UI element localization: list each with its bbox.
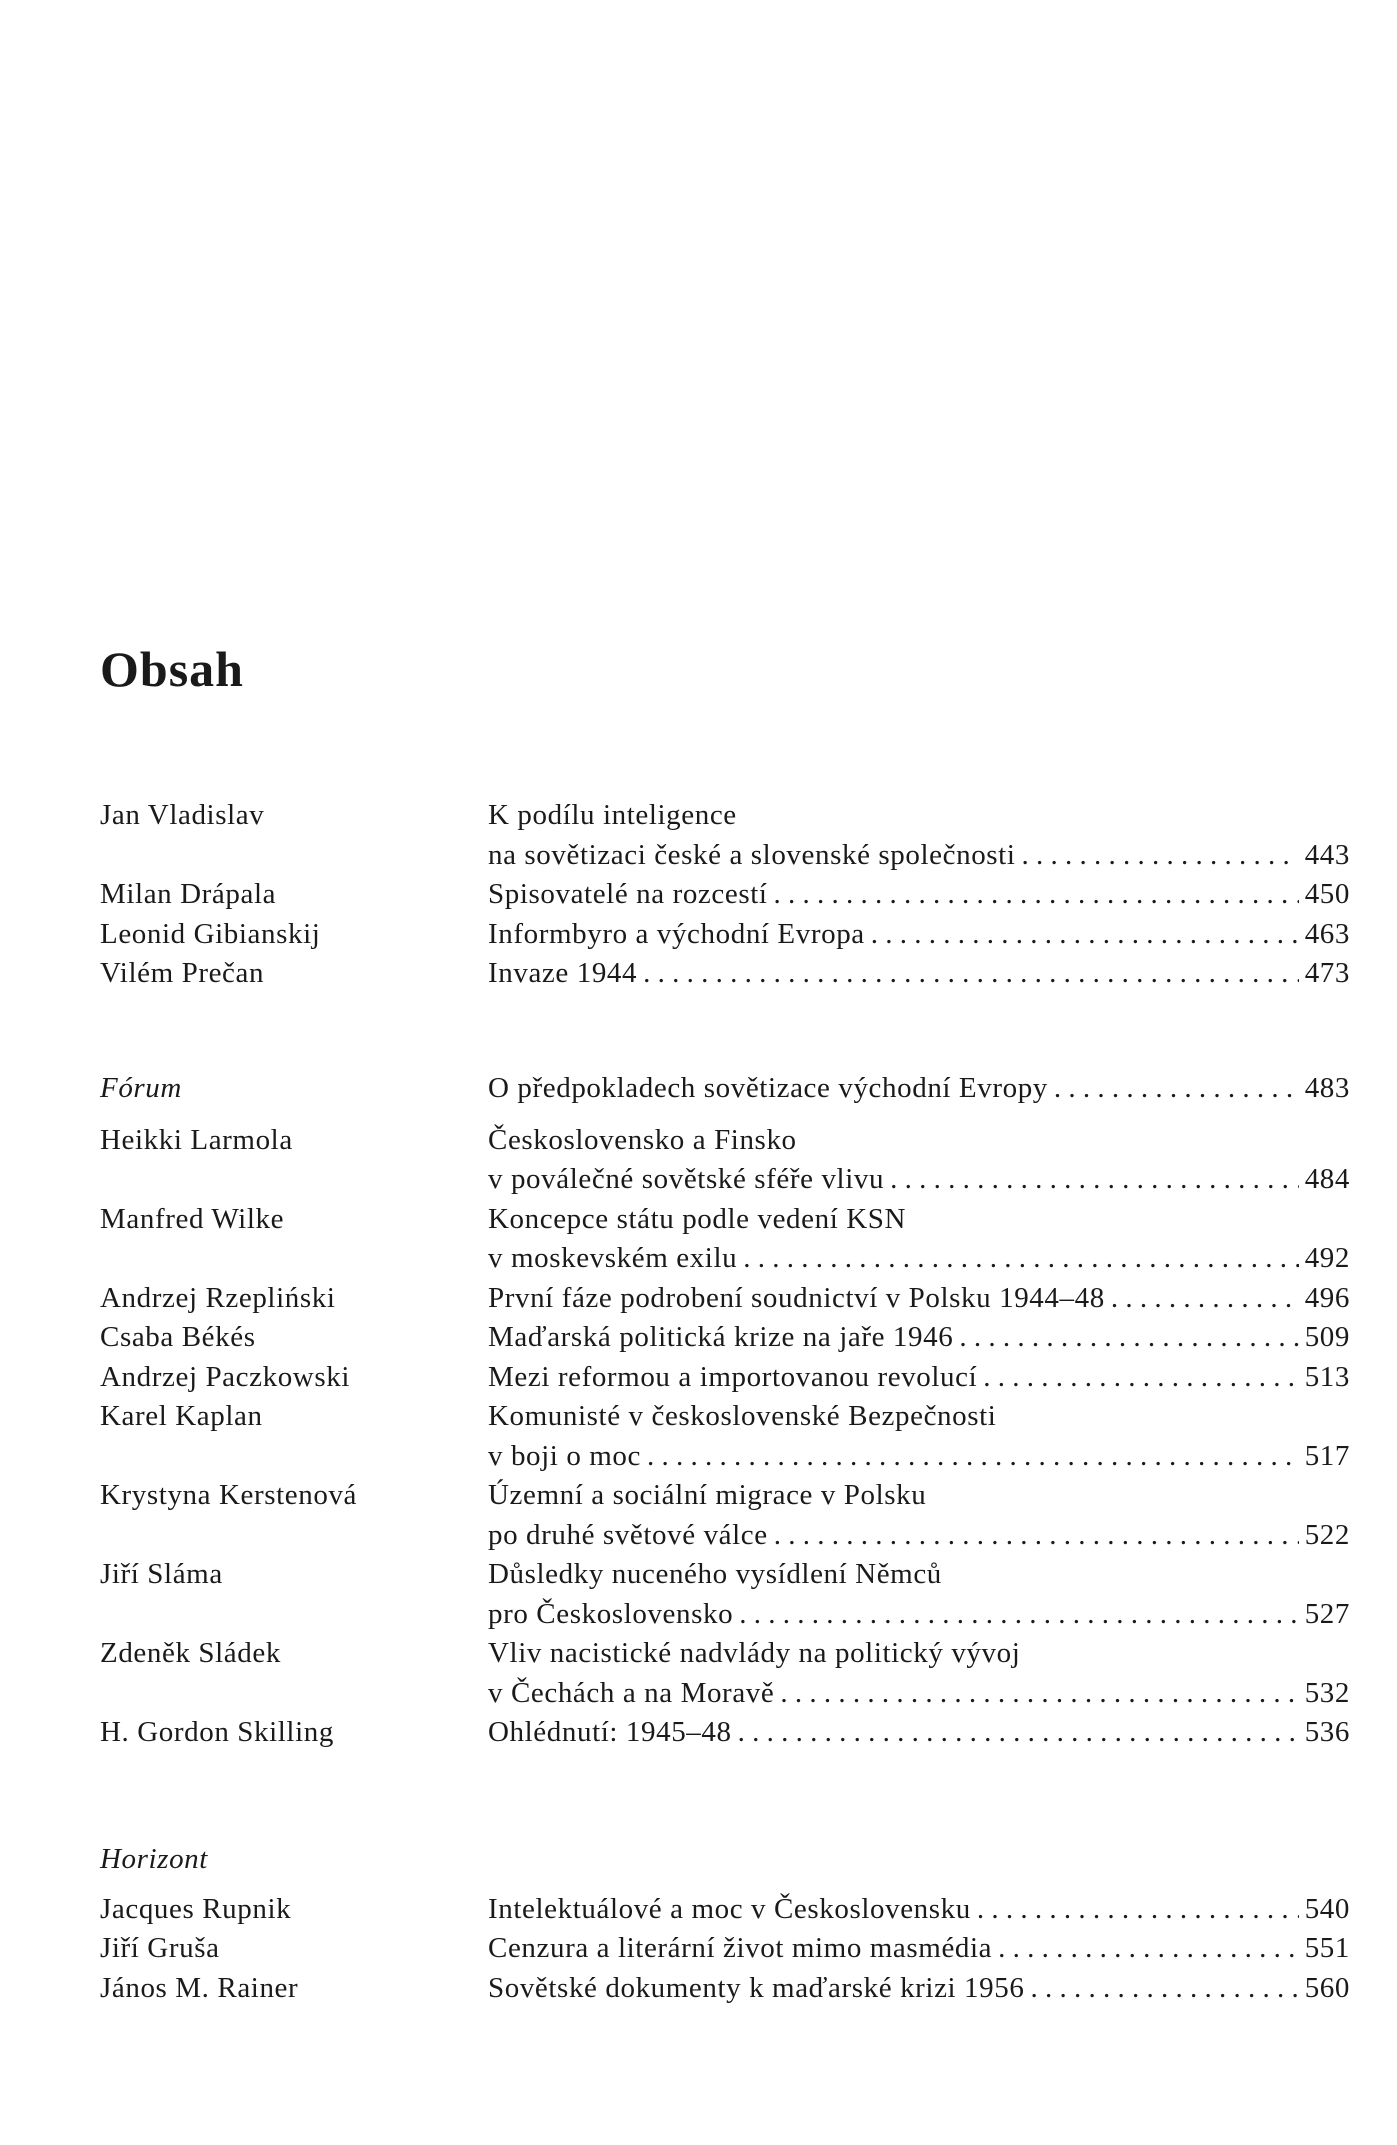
toc-category-label: Horizont (100, 1843, 208, 1875)
toc-page-number: 540 (1304, 1892, 1350, 1925)
toc-page-number: 450 (1304, 878, 1350, 910)
toc-title-line (488, 1069, 1350, 1109)
toc-title-line (488, 875, 1350, 915)
toc-row[interactable] (100, 1318, 1350, 1358)
toc-page-number: 536 (1304, 1716, 1350, 1748)
toc-author: Csaba Békés (100, 1321, 256, 1353)
toc-row[interactable] (100, 1200, 1350, 1279)
toc-page-number: 509 (1304, 1321, 1350, 1353)
dot-leader (774, 875, 1299, 915)
toc-title-text: pro Československo (488, 1597, 734, 1630)
toc-page-number: 551 (1304, 1932, 1350, 1964)
dot-leader (871, 915, 1299, 955)
toc-row[interactable] (100, 1476, 1350, 1555)
toc-title-text: Koncepce státu podle vedení KSN (488, 1202, 907, 1235)
toc-author: Manfred Wilke (100, 1202, 285, 1235)
toc-author: Krystyna Kerstenová (100, 1479, 358, 1511)
toc-title-text: Důsledky nuceného vysídlení Němců (488, 1558, 942, 1590)
toc-entry[interactable] (488, 1890, 1350, 1930)
dot-leader (738, 1713, 1299, 1753)
dot-leader (1030, 1969, 1298, 2009)
toc-title-line (488, 1200, 1350, 1240)
toc-title-text: Spisovatelé na rozcestí (488, 878, 768, 910)
dot-leader (1054, 1069, 1299, 1109)
toc-author: H. Gordon Skilling (100, 1716, 334, 1748)
toc-page-number: 513 (1304, 1360, 1350, 1393)
toc-author: Andrzej Paczkowski (100, 1360, 350, 1393)
toc-title-line (488, 1674, 1350, 1714)
toc-author: Andrzej Rzepliński (100, 1281, 336, 1314)
toc-title-text: Informbyro a východní Evropa (488, 917, 865, 950)
toc-page-number: 517 (1304, 1439, 1350, 1472)
toc-entry[interactable] (488, 915, 1350, 955)
toc-title-text: Ohlédnutí: 1945–48 (488, 1716, 732, 1748)
toc-author: Jan Vladislav (100, 799, 265, 831)
toc-entry[interactable] (488, 1121, 1350, 1200)
toc-row[interactable] (100, 1890, 1350, 1930)
toc-row[interactable] (100, 954, 1350, 994)
toc-author: Jiří Gruša (100, 1932, 220, 1964)
dot-leader (1022, 836, 1299, 876)
toc-entry[interactable] (488, 1476, 1350, 1555)
toc-page-number: 484 (1304, 1163, 1350, 1195)
toc-author: Jacques Rupnik (100, 1892, 292, 1925)
toc-title-line (488, 1279, 1350, 1319)
toc-page-number: 496 (1304, 1281, 1350, 1314)
toc-title-text: Maďarská politická krize na jaře 1946 (488, 1321, 954, 1353)
toc-title-line (488, 836, 1350, 876)
toc-page-number: 522 (1304, 1518, 1350, 1551)
toc-title-text: v poválečné sovětské sféře vlivu (488, 1163, 885, 1195)
toc-row[interactable] (100, 1634, 1350, 1713)
toc-entry[interactable] (488, 954, 1350, 994)
dot-leader (998, 1929, 1299, 1969)
toc-author: Heikki Larmola (100, 1123, 293, 1156)
toc-author: Vilém Prečan (100, 957, 265, 989)
toc-title-line (488, 1713, 1350, 1753)
toc-title-line (488, 1890, 1350, 1930)
toc-title-text: První fáze podrobení soudnictví v Polsku 1944–48 (488, 1281, 1105, 1314)
toc-title-line (488, 1516, 1350, 1556)
toc-title-text: po druhé světové válce (488, 1518, 768, 1551)
toc-entry[interactable] (488, 1200, 1350, 1279)
dot-leader (774, 1516, 1299, 1556)
toc-title-text: Invaze 1944 (488, 957, 638, 989)
toc-title-text: Územní a sociální migrace v Polsku (488, 1479, 927, 1511)
toc-title-text: Československo a Finsko (488, 1123, 797, 1156)
toc-title-line (488, 1555, 1350, 1595)
toc-row[interactable] (100, 1358, 1350, 1398)
toc-page-number: 527 (1304, 1597, 1350, 1630)
dot-leader (739, 1595, 1298, 1635)
toc-section-main (100, 796, 1350, 994)
toc-title-line (488, 954, 1350, 994)
toc-title-text: Mezi reformou a importovanou revolucí (488, 1360, 978, 1393)
toc-entry[interactable] (488, 1279, 1350, 1319)
toc-category-label: Fórum (100, 1072, 182, 1104)
toc-title-text: Cenzura a literární život mimo masmédia (488, 1932, 993, 1964)
toc-author: Leonid Gibianskij (100, 917, 321, 950)
toc-page-number: 443 (1304, 838, 1350, 871)
toc-page-number: 560 (1304, 1971, 1350, 2004)
toc-title-text: v Čechách a na Moravě (488, 1676, 775, 1709)
toc-entry[interactable] (488, 1397, 1350, 1476)
toc-entry (488, 1069, 1350, 1109)
toc-row[interactable] (100, 1929, 1350, 1969)
toc-entry[interactable] (488, 1555, 1350, 1634)
toc-author: Zdeněk Sládek (100, 1637, 281, 1669)
toc-category-row (100, 1069, 1350, 1109)
toc-title-line (488, 796, 1350, 836)
dot-leader (983, 1358, 1298, 1398)
dot-leader (743, 1239, 1298, 1279)
toc-row[interactable] (100, 1969, 1350, 2009)
toc-title-line (488, 1634, 1350, 1674)
toc-title-text: K podílu inteligence (488, 799, 737, 831)
toc-title-line (488, 1318, 1350, 1358)
toc-row[interactable] (100, 1279, 1350, 1319)
dot-leader (1111, 1279, 1299, 1319)
toc-row[interactable] (100, 796, 1350, 875)
toc-category-row (100, 1840, 1350, 1880)
toc-title-line (488, 1476, 1350, 1516)
toc-row[interactable] (100, 1555, 1350, 1634)
toc-section-forum (100, 1069, 1350, 1753)
dot-leader (780, 1674, 1298, 1714)
toc-author: Karel Kaplan (100, 1400, 263, 1432)
toc-title-text: O předpokladech sovětizace východní Evropy (488, 1072, 1048, 1104)
toc-entry[interactable] (488, 1969, 1350, 2009)
toc-author: Jiří Sláma (100, 1558, 223, 1590)
toc-title-line (488, 915, 1350, 955)
toc-page-number: 492 (1304, 1242, 1350, 1274)
toc-title-text: Sovětské dokumenty k maďarské krizi 1956 (488, 1971, 1025, 2004)
toc-title-line (488, 1397, 1350, 1437)
toc-title-line (488, 1239, 1350, 1279)
toc-row[interactable] (100, 1397, 1350, 1476)
toc-row[interactable] (100, 915, 1350, 955)
page-title: Obsah (100, 641, 244, 697)
toc-row[interactable] (100, 1713, 1350, 1753)
toc-entry[interactable] (488, 1634, 1350, 1713)
dot-leader (890, 1160, 1299, 1200)
toc-row[interactable] (100, 1121, 1350, 1200)
toc-page-number: 463 (1304, 917, 1350, 950)
toc-entry[interactable] (488, 875, 1350, 915)
dot-leader (647, 1437, 1299, 1477)
toc-title-text: na sovětizaci české a slovenské společnosti (488, 838, 1016, 871)
toc-page-number: 473 (1304, 957, 1350, 989)
dot-leader (959, 1318, 1298, 1358)
toc-row[interactable] (100, 875, 1350, 915)
dot-leader (643, 954, 1299, 994)
toc-title-line (488, 1595, 1350, 1635)
toc-entry[interactable] (488, 1929, 1350, 1969)
toc-title-line (488, 1121, 1350, 1161)
toc-title-line (488, 1358, 1350, 1398)
toc-title-line (488, 1160, 1350, 1200)
toc-author: Milan Drápala (100, 878, 277, 910)
toc-title-text: Intelektuálové a moc v Československu (488, 1892, 971, 1925)
toc-title-text: v boji o moc (488, 1439, 641, 1472)
toc-page-number: 532 (1304, 1676, 1350, 1709)
toc-title-text: Komunisté v československé Bezpečnosti (488, 1400, 997, 1432)
toc-entry[interactable] (488, 1318, 1350, 1358)
toc-title-text: v moskevském exilu (488, 1242, 738, 1274)
toc-title-text: Vliv nacistické nadvlády na politický vývoj (488, 1637, 1021, 1669)
toc-entry[interactable] (488, 1713, 1350, 1753)
toc-title-line (488, 1969, 1350, 2009)
toc-author: János M. Rainer (100, 1971, 299, 2004)
toc-title-line (488, 1929, 1350, 1969)
toc-entry[interactable] (488, 796, 1350, 875)
toc-section-horizont (100, 1840, 1350, 2008)
dot-leader (977, 1890, 1299, 1930)
toc-entry[interactable] (488, 1358, 1350, 1398)
toc-page-number: 483 (1304, 1072, 1350, 1104)
toc-title-line (488, 1437, 1350, 1477)
